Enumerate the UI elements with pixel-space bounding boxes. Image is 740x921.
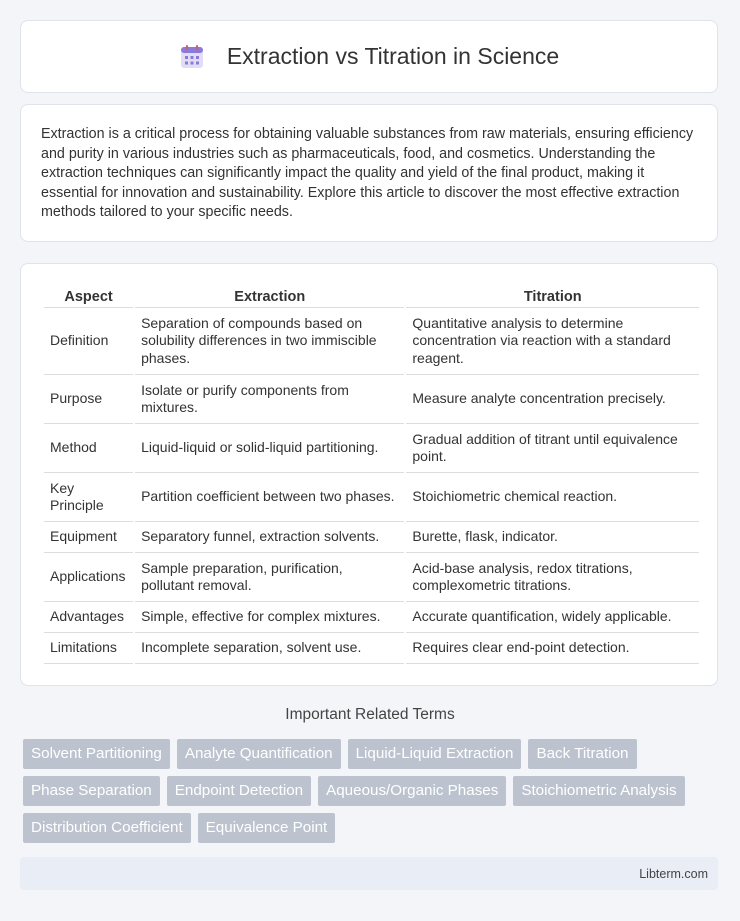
term-tag[interactable]: Distribution Coefficient [23,813,191,843]
table-row [44,602,699,633]
title-card [20,20,718,93]
comparison-card [20,263,718,686]
titration-cell: Quantitative analysis to determine concentration via reaction with a standard reagent. [406,308,699,375]
table-row [44,553,699,602]
titration-cell: Stoichiometric chemical reaction. [406,473,699,522]
table-row [44,522,699,553]
aspect-cell: Key Principle [44,473,133,522]
page-title: Extraction vs Titration in Science [226,43,560,69]
table-header-row [44,285,699,308]
titration-cell: Burette, flask, indicator. [406,522,699,553]
term-tag[interactable]: Liquid-Liquid Extraction [348,739,522,769]
aspect-cell: Limitations [44,633,133,664]
extraction-cell: Liquid-liquid or solid-liquid partitioning. [135,424,404,473]
footer [20,857,718,890]
aspect-cell: Method [44,424,133,473]
term-tag[interactable]: Endpoint Detection [167,776,311,806]
extraction-cell: Incomplete separation, solvent use. [135,633,404,664]
header-titration: Titration [406,285,699,308]
term-tag[interactable]: Back Titration [528,739,636,769]
footer-site-link[interactable]: Libterm.com [639,866,708,881]
term-tag[interactable]: Aqueous/Organic Phases [318,776,506,806]
term-tag[interactable]: Equivalence Point [198,813,336,843]
header-aspect: Aspect [44,285,133,308]
header-extraction: Extraction [135,285,404,308]
extraction-cell: Partition coefficient between two phases. [135,473,404,522]
extraction-cell: Sample preparation, purification, pollutant removal. [135,553,404,602]
extraction-cell: Separatory funnel, extraction solvents. [135,522,404,553]
extraction-cell: Simple, effective for complex mixtures. [135,602,404,633]
aspect-cell: Purpose [44,375,133,424]
related-terms-list [23,739,723,843]
aspect-cell: Applications [44,553,133,602]
table-row [44,424,699,473]
related-terms-heading: Important Related Terms [285,706,455,723]
aspect-cell: Advantages [44,602,133,633]
table-row [44,473,699,522]
extraction-cell: Separation of compounds based on solubility differences in two immiscible phases. [135,308,404,375]
table-row [44,375,699,424]
table-row [44,308,699,375]
aspect-cell: Definition [44,308,133,375]
table-row [44,633,699,664]
intro-paragraph: Extraction is a critical process for obtaining valuable substances from raw materials, ensuring efficiency and purity in various industries such as pharmaceuticals, food, and cosmetics. Understanding the extraction techniques can significantly impact the quality and yield of the final product, making it essential for innovation and sustainability. Explore this article to discover the most effective extraction methods tailored to your specific needs. [41,126,694,221]
titration-cell: Requires clear end-point detection. [406,633,699,664]
term-tag[interactable]: Analyte Quantification [177,739,341,769]
titration-cell: Gradual addition of titrant until equivalence point. [406,424,699,473]
titration-cell: Accurate quantification, widely applicable. [406,602,699,633]
titration-cell: Acid-base analysis, redox titrations, complexometric titrations. [406,553,699,602]
intro-card [20,104,718,242]
aspect-cell: Equipment [44,522,133,553]
titration-cell: Measure analyte concentration precisely. [406,375,699,424]
extraction-cell: Isolate or purify components from mixtures. [135,375,404,424]
calendar-icon [179,44,205,70]
term-tag[interactable]: Stoichiometric Analysis [513,776,684,806]
term-tag[interactable]: Phase Separation [23,776,160,806]
term-tag[interactable]: Solvent Partitioning [23,739,170,769]
comparison-table [42,285,701,664]
